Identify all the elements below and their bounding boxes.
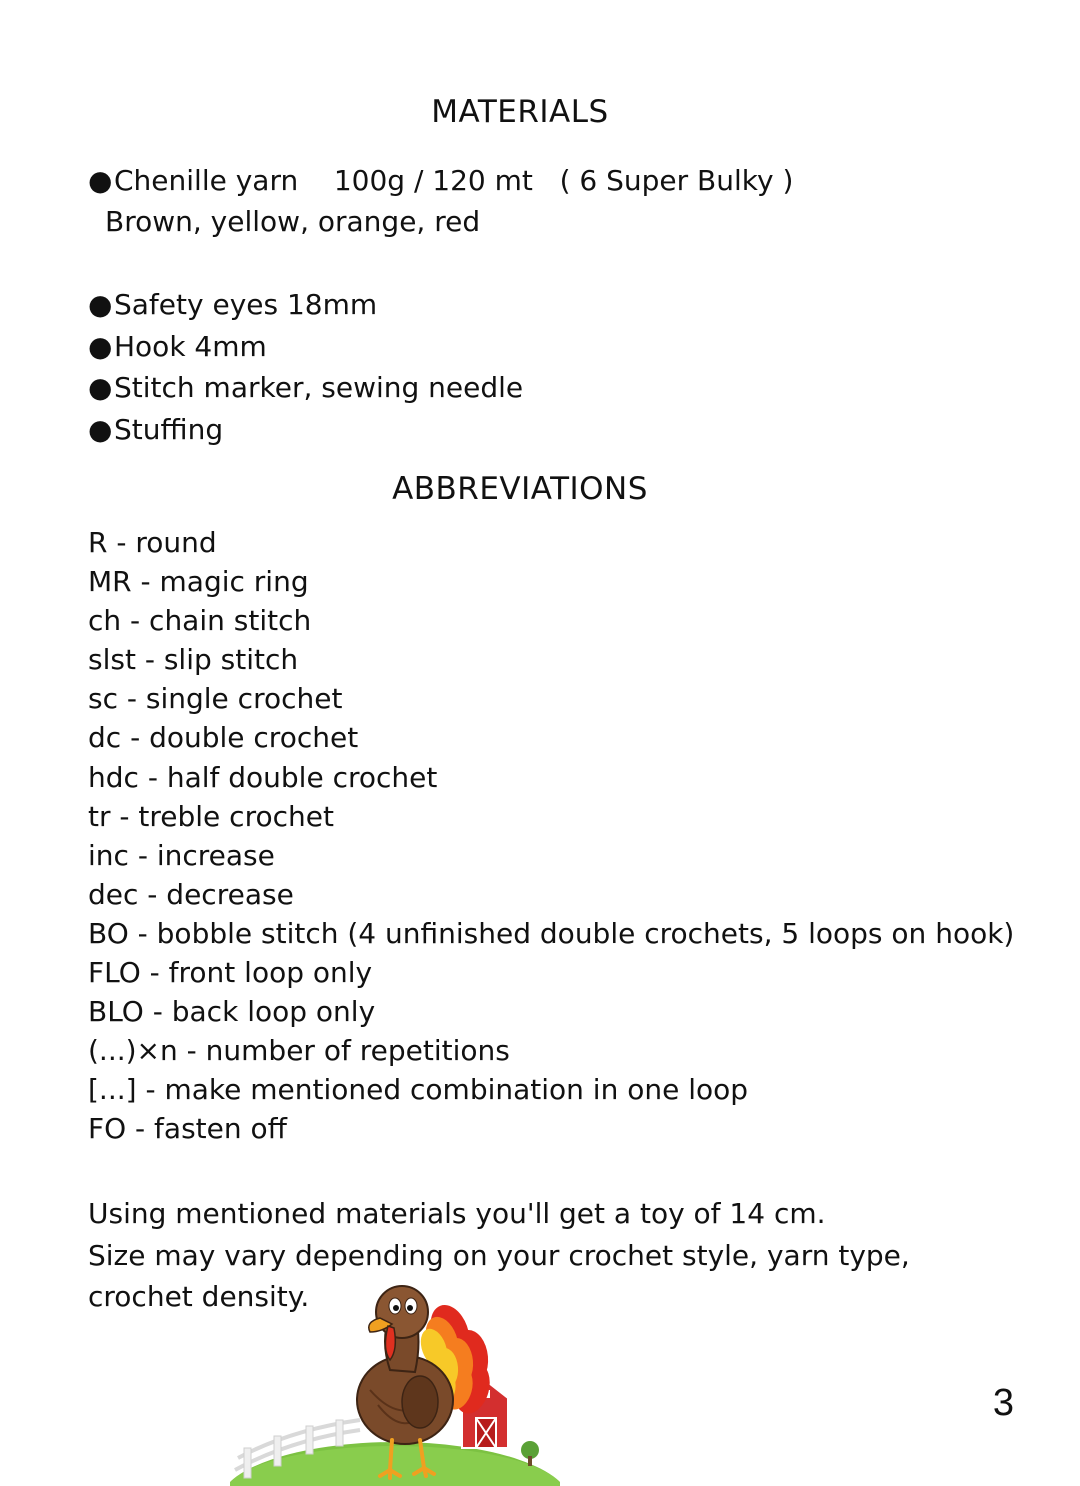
abbreviation-item: (...)×n - number of repetitions xyxy=(88,1034,510,1068)
abbreviation-item: [...] - make mentioned combination in one loop xyxy=(88,1073,749,1107)
materials-item-text: Safety eyes 18mm xyxy=(114,288,378,321)
abbreviations-list xyxy=(88,523,1014,1149)
size-note-line: Size may vary depending on your crochet style, yarn type, xyxy=(88,1238,910,1272)
materials-item xyxy=(88,326,523,368)
abbreviation-item: BLO - back loop only xyxy=(88,995,376,1029)
size-note-line: crochet density. xyxy=(88,1280,310,1313)
yarn-text: Chenille yarn 100g / 120 mt ( 6 Super Bulky ) xyxy=(114,164,794,197)
abbreviation-item: FO - fasten off xyxy=(88,1112,287,1146)
yarn-colors: Brown, yellow, orange, red xyxy=(105,205,481,238)
materials-item-yarn xyxy=(88,160,793,201)
materials-item-text: Hook 4mm xyxy=(114,329,267,363)
turkey-illustration-icon xyxy=(230,1280,560,1486)
abbreviation-item: R - round xyxy=(88,526,217,559)
materials-list xyxy=(88,284,523,450)
materials-item-text: Stitch marker, sewing needle xyxy=(114,371,524,404)
bullet-icon: ● xyxy=(88,371,113,404)
abbreviation-item: hdc - half double crochet xyxy=(88,760,438,794)
abbreviation-item: dc - double crochet xyxy=(88,721,359,755)
size-note-line: Using mentioned materials you'll get a toy of 14 cm. xyxy=(88,1197,826,1230)
bullet-icon: ● xyxy=(88,288,113,321)
abbreviation-item: slst - slip stitch xyxy=(88,643,299,677)
abbreviation-item: dec - decrease xyxy=(88,877,294,911)
materials-heading: MATERIALS xyxy=(431,94,609,130)
bullet-icon: ● xyxy=(88,412,113,446)
abbreviation-item: MR - magic ring xyxy=(88,565,309,599)
materials-item xyxy=(88,284,523,326)
abbreviations-heading: ABBREVIATIONS xyxy=(392,471,648,507)
abbreviation-item: FLO - front loop only xyxy=(88,956,373,990)
abbreviation-item: BO - bobble stitch (4 unfinished double crochets, 5 loops on hook) xyxy=(88,916,1015,950)
abbreviation-item: sc - single crochet xyxy=(88,682,343,716)
page-number: 3 xyxy=(992,1382,1014,1424)
materials-item xyxy=(88,409,523,451)
abbreviation-item: ch - chain stitch xyxy=(88,604,312,638)
abbreviation-item: tr - treble crochet xyxy=(88,799,334,833)
bullet-icon: ● xyxy=(88,164,113,197)
materials-item-text: Stuffing xyxy=(114,412,224,446)
bullet-icon: ● xyxy=(88,329,113,363)
abbreviation-item: inc - increase xyxy=(88,838,275,872)
materials-item xyxy=(88,367,523,409)
